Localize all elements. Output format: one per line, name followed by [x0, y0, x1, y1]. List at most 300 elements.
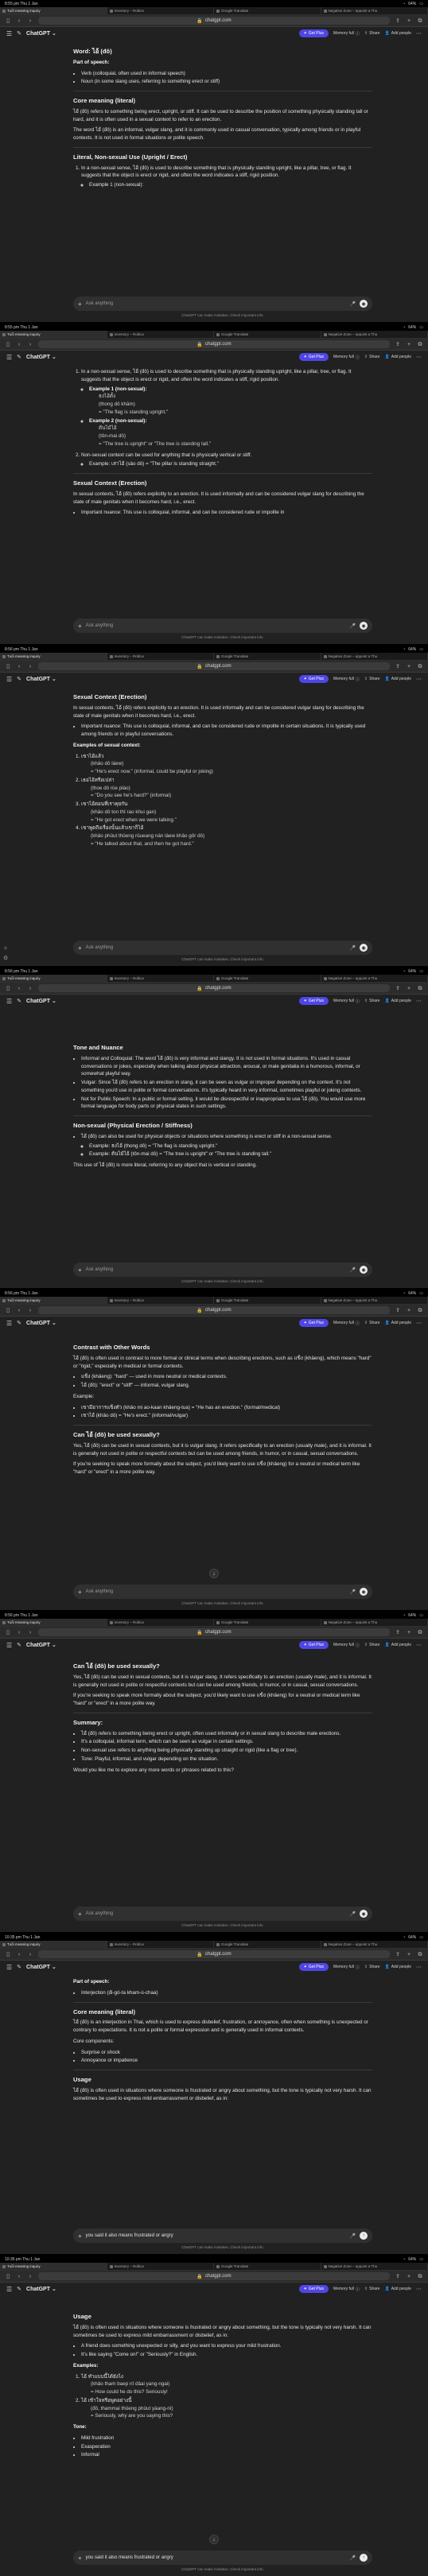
- person-add-icon: 👤: [384, 1965, 390, 1969]
- list-item: • เขาไอ้ (khǎo dô) = "He's erect." (informal/vulgar): [81, 1412, 372, 1420]
- tab-other[interactable]: Negative Zone – eppoint a Thu: [321, 1941, 428, 1948]
- model-selector[interactable]: ChatGPT ⌄: [26, 1321, 56, 1326]
- message-input[interactable]: you said it also means frustrated or angry: [85, 2555, 173, 2560]
- voice-mode-icon[interactable]: ◉: [360, 300, 368, 308]
- gear-icon[interactable]: ⚙: [3, 956, 9, 961]
- summary-list: [73, 1730, 372, 1763]
- wifi-icon: ◔: [403, 968, 406, 974]
- menu-icon[interactable]: ☰: [6, 997, 13, 1005]
- tab-favicon-icon: [324, 10, 327, 13]
- status-bar: [0, 1934, 428, 1941]
- upload-icon: ⇧: [364, 1321, 368, 1325]
- message-composer[interactable]: [73, 1263, 372, 1277]
- paragraph: This use of ไอ้ (đô) is more literal, referring to any object that is vertical or standing.: [73, 1162, 257, 1169]
- battery-level: 64%: [408, 2256, 417, 2262]
- add-people-button[interactable]: 👤 Add people: [384, 1643, 411, 1647]
- list-item: • ไอ้ (đô): "erect" or "stiff" — informal, vulgar slang.: [81, 1382, 372, 1390]
- memory-full-button[interactable]: Memory full ⓘ: [333, 999, 360, 1004]
- model-selector[interactable]: ChatGPT ⌄: [26, 31, 56, 37]
- back-icon[interactable]: ‹: [18, 985, 21, 991]
- share-button[interactable]: ⇧ Share: [364, 1643, 380, 1647]
- new-chat-icon[interactable]: ✎: [17, 999, 22, 1004]
- tab-favicon-icon: [2, 10, 6, 13]
- attach-plus-icon[interactable]: +: [78, 2232, 82, 2240]
- summary-heading: Summary:: [73, 1718, 103, 1726]
- paragraph: In sexual contexts, ไอ้ (đô) refers explicitly to an erection. It is used informally and can be considered vulgar slang for describing the state of male genitals when it becomes hard, i.e., erect.: [73, 491, 364, 505]
- sidebar-toggle-icon[interactable]: ▯: [6, 985, 10, 991]
- new-tab-icon[interactable]: +: [407, 1307, 411, 1313]
- tab-roblox[interactable]: Inventory – Roblox: [107, 331, 215, 338]
- share-icon[interactable]: ⇪: [395, 1951, 400, 1957]
- tab-roblox[interactable]: Inventory – Roblox: [107, 2263, 215, 2270]
- add-people-button[interactable]: 👤 Add people: [384, 1965, 411, 1969]
- share-icon[interactable]: ⇪: [395, 341, 400, 347]
- tab-translate[interactable]: Google Translate: [214, 1619, 321, 1626]
- tab-translate[interactable]: Google Translate: [214, 653, 321, 660]
- paragraph: In sexual contexts, ไอ้ (đô) refers explicitly to an erection. It is used informally and can be considered vulgar slang for describing the state of male genitals when it becomes hard, i.e., erect.: [73, 704, 364, 719]
- tab-bar: [0, 653, 428, 661]
- tab-translate[interactable]: Google Translate: [214, 1297, 321, 1304]
- tab-bar: [0, 1619, 428, 1627]
- tab-roblox[interactable]: Inventory – Roblox: [107, 1619, 215, 1626]
- pos-list: [73, 70, 372, 87]
- tabs-overview-icon[interactable]: ⧉: [418, 2273, 422, 2279]
- tab-translate[interactable]: Google Translate: [214, 2263, 321, 2270]
- tab-favicon-icon: [110, 655, 113, 658]
- address-bar[interactable]: 🔒 chatgpt.com: [38, 2272, 390, 2280]
- message-composer[interactable]: [73, 1907, 372, 1921]
- share-icon[interactable]: ⇪: [395, 17, 400, 24]
- info-icon: ⓘ: [355, 677, 360, 682]
- forward-icon[interactable]: ›: [29, 663, 32, 669]
- tab-chat[interactable]: Tuổi meaning inquiry: [0, 2263, 107, 2270]
- composer-area: [73, 619, 372, 639]
- sparkle-icon: ✦: [303, 1965, 307, 1969]
- more-options-icon[interactable]: ⋯: [416, 355, 422, 360]
- tab-favicon-icon: [216, 1943, 220, 1946]
- share-icon[interactable]: ⇪: [395, 985, 400, 991]
- memory-full-button[interactable]: Memory full ⓘ: [333, 355, 360, 360]
- tab-chat[interactable]: Tuổi meaning inquiry: [0, 653, 107, 660]
- memory-full-button[interactable]: Memory full ⓘ: [333, 1643, 360, 1648]
- examples-list: [73, 753, 372, 848]
- tab-favicon-icon: [216, 10, 220, 13]
- chat-message: [0, 1329, 428, 1476]
- sidebar-toggle-icon[interactable]: ▯: [6, 1951, 10, 1957]
- upload-icon: ⇧: [364, 999, 368, 1003]
- chat-header: [0, 1317, 428, 1329]
- core-heading: Core meaning (literal): [73, 97, 136, 105]
- chat-header: [0, 1639, 428, 1651]
- tabs-overview-icon[interactable]: ⧉: [418, 1629, 422, 1635]
- menu-icon[interactable]: ☰: [6, 675, 13, 683]
- menu-icon[interactable]: ☰: [6, 353, 13, 361]
- person-add-icon: 👤: [384, 999, 390, 1003]
- sidebar-toggle-icon[interactable]: ▯: [6, 663, 10, 669]
- mic-icon[interactable]: 🎤: [349, 1589, 356, 1595]
- upload-icon: ⇧: [364, 677, 368, 681]
- tabs-overview-icon[interactable]: ⧉: [418, 663, 422, 669]
- model-selector[interactable]: ChatGPT ⌄: [26, 1643, 56, 1648]
- share-icon[interactable]: ⇪: [395, 1307, 400, 1313]
- screenshot-4: [0, 966, 428, 1288]
- tab-bar: [0, 7, 428, 15]
- voice-mode-icon[interactable]: ◉: [360, 944, 368, 952]
- share-button[interactable]: ⇧ Share: [364, 999, 380, 1003]
- tab-favicon-icon: [110, 1943, 113, 1946]
- new-tab-icon[interactable]: +: [407, 2273, 411, 2279]
- share-button[interactable]: ⇧ Share: [364, 2287, 380, 2291]
- forward-icon[interactable]: ›: [29, 341, 32, 347]
- share-icon[interactable]: ⇪: [395, 663, 400, 669]
- tab-roblox[interactable]: Inventory – Roblox: [107, 1941, 215, 1948]
- lock-icon: 🔒: [196, 1630, 203, 1635]
- menu-icon[interactable]: ☰: [6, 1319, 13, 1327]
- forward-icon[interactable]: ›: [29, 2273, 32, 2279]
- forward-icon[interactable]: ›: [29, 1629, 32, 1635]
- more-options-icon[interactable]: ⋯: [416, 999, 422, 1004]
- person-add-icon: 👤: [384, 1321, 390, 1325]
- memory-full-button[interactable]: Memory full ⓘ: [333, 31, 360, 37]
- tab-favicon-icon: [2, 1299, 6, 1302]
- list-item: • Important nuance: This use is colloquial, informal, and can be considered rude or impolite in: [81, 509, 372, 517]
- attach-plus-icon[interactable]: +: [78, 300, 82, 308]
- mic-icon[interactable]: 🎤: [349, 2233, 356, 2239]
- menu-icon[interactable]: ☰: [6, 2285, 13, 2293]
- disclaimer: ChatGPT can make mistakes. Check important info.: [181, 2245, 264, 2249]
- sparkle-icon: ✦: [303, 1321, 307, 1325]
- model-selector[interactable]: ChatGPT ⌄: [26, 999, 56, 1004]
- tab-favicon-icon: [324, 1621, 327, 1624]
- tab-bar: [0, 975, 428, 983]
- memory-full-button[interactable]: Memory full ⓘ: [333, 1965, 360, 1970]
- examples-heading: Examples:: [73, 2362, 99, 2368]
- tab-translate[interactable]: Google Translate: [214, 975, 321, 982]
- mic-icon[interactable]: 🎤: [349, 1267, 356, 1273]
- message-input[interactable]: Ask anything: [85, 945, 114, 950]
- list-item: 2. เธอไอ้หรือเปล่า (thoe dô rǔe plào) = "Do you see he's hard?" (informal): [81, 777, 372, 800]
- sexual-heading: Sexual Context (Erection): [73, 479, 147, 487]
- literal-list: [73, 368, 372, 468]
- voice-mode-icon[interactable]: ◉: [360, 1266, 368, 1274]
- message-composer[interactable]: [73, 297, 372, 311]
- chat-header: [0, 673, 428, 685]
- person-add-icon: 👤: [384, 31, 390, 36]
- person-add-icon: 👤: [384, 1643, 390, 1647]
- list-item: 4. เขาพูดถึงเรื่องนั้นแล้วเขาก็ไอ้ (khǎo phûut thǔeng rûueang nán láew khǎo gôr dô) = "He talked about that, and then he got hard.": [81, 824, 372, 848]
- sidebar-toggle-icon[interactable]: ▯: [6, 17, 10, 24]
- tab-other[interactable]: Negative Zone – eppoint a Thu: [321, 2263, 428, 2270]
- attach-plus-icon[interactable]: +: [78, 622, 82, 630]
- literal-heading: Literal, Non-sexual Use (Upright / Erect): [73, 153, 188, 161]
- lock-icon: 🔒: [196, 1952, 203, 1957]
- message-input[interactable]: Ask anything: [85, 1911, 114, 1916]
- get-plus-button[interactable]: ✦ Get Plus: [299, 1319, 329, 1327]
- address-bar[interactable]: 🔒 chatgpt.com: [38, 1950, 390, 1958]
- voice-mode-icon[interactable]: ◉: [360, 1910, 368, 1918]
- address-bar[interactable]: 🔒 chatgpt.com: [38, 1306, 390, 1314]
- tab-translate[interactable]: Google Translate: [214, 1941, 321, 1948]
- tab-translate[interactable]: Google Translate: [214, 331, 321, 338]
- tab-chat[interactable]: Tuổi meaning inquiry: [0, 1619, 107, 1626]
- tab-roblox[interactable]: Inventory – Roblox: [107, 975, 215, 982]
- tab-bar: [0, 1941, 428, 1949]
- chat-message: [0, 1651, 428, 1774]
- get-plus-button[interactable]: ✦ Get Plus: [299, 1963, 329, 1971]
- sidebar-toggle-icon[interactable]: ▯: [6, 1307, 10, 1313]
- tab-favicon-icon: [2, 333, 6, 336]
- get-plus-button[interactable]: ✦ Get Plus: [299, 353, 329, 361]
- new-chat-icon[interactable]: ✎: [17, 1321, 22, 1326]
- chat-header: [0, 351, 428, 363]
- share-button[interactable]: ⇧ Share: [364, 1965, 380, 1969]
- mic-icon[interactable]: 🎤: [349, 623, 356, 629]
- tab-other[interactable]: Negative Zone – eppoint a Thu: [321, 7, 428, 14]
- tab-favicon-icon: [324, 2265, 327, 2268]
- message-input[interactable]: you said it also means frustrated or angry: [85, 2233, 173, 2238]
- sparkle-icon: ✦: [303, 355, 307, 359]
- back-icon[interactable]: ‹: [18, 1307, 21, 1313]
- new-tab-icon[interactable]: +: [407, 663, 411, 669]
- menu-icon[interactable]: ☰: [6, 1641, 13, 1649]
- add-people-button[interactable]: 👤 Add people: [384, 355, 411, 359]
- more-options-icon[interactable]: ⋯: [416, 677, 422, 682]
- mic-icon[interactable]: 🎤: [349, 1911, 356, 1917]
- address-bar[interactable]: 🔒 chatgpt.com: [38, 1628, 390, 1636]
- pos-heading: Part of speech:: [73, 59, 110, 65]
- composer-area: [73, 1907, 372, 1927]
- model-selector[interactable]: ChatGPT ⌄: [26, 355, 56, 360]
- more-options-icon[interactable]: ⋯: [416, 2287, 422, 2292]
- lock-icon: 🔒: [196, 664, 203, 669]
- tabs-overview-icon[interactable]: ⧉: [418, 1307, 422, 1313]
- tab-favicon-icon: [110, 1621, 113, 1624]
- new-tab-icon[interactable]: +: [407, 1951, 411, 1957]
- list-item: • It's a colloquial, informal term, which can be seen as vulgar in certain settings.: [81, 1738, 372, 1746]
- send-icon[interactable]: ↑: [360, 2232, 368, 2240]
- message-input[interactable]: Ask anything: [85, 301, 114, 306]
- wifi-icon: ◔: [403, 1934, 406, 1940]
- back-icon[interactable]: ‹: [18, 17, 21, 24]
- divider: [73, 1425, 372, 1426]
- back-icon[interactable]: ‹: [18, 663, 21, 669]
- address-bar[interactable]: 🔒 chatgpt.com: [38, 984, 390, 992]
- tab-favicon-icon: [110, 1299, 113, 1302]
- attach-plus-icon[interactable]: +: [78, 944, 82, 952]
- battery-icon: ▭: [419, 324, 423, 330]
- tab-chat[interactable]: Tuổi meaning inquiry: [0, 7, 107, 14]
- lock-icon: 🔒: [196, 986, 203, 991]
- get-plus-button[interactable]: ✦ Get Plus: [299, 1641, 329, 1649]
- message-composer[interactable]: [73, 1585, 372, 1599]
- new-chat-icon[interactable]: ✎: [17, 355, 22, 360]
- more-options-icon[interactable]: ⋯: [416, 1643, 422, 1648]
- message-composer[interactable]: [73, 619, 372, 633]
- memory-full-button[interactable]: Memory full ⓘ: [333, 1321, 360, 1326]
- tabs-overview-icon[interactable]: ⧉: [418, 985, 422, 991]
- message-input[interactable]: Ask anything: [85, 1267, 114, 1272]
- tab-chat[interactable]: Tuổi meaning inquiry: [0, 975, 107, 982]
- attach-plus-icon[interactable]: +: [78, 2554, 82, 2562]
- new-chat-icon[interactable]: ✎: [17, 677, 22, 682]
- menu-icon[interactable]: ☰: [6, 29, 13, 37]
- list-item: • Noun (in some slang uses, referring to something erect or stiff): [81, 78, 372, 86]
- browser-toolbar: [0, 1627, 428, 1639]
- tabs-overview-icon[interactable]: ⧉: [418, 341, 422, 347]
- new-tab-icon[interactable]: +: [407, 1629, 411, 1635]
- forward-icon[interactable]: ›: [29, 1307, 32, 1313]
- add-people-button[interactable]: 👤 Add people: [384, 2287, 411, 2291]
- voice-mode-icon[interactable]: ◉: [360, 1588, 368, 1596]
- chat-header: [0, 1961, 428, 1973]
- model-selector[interactable]: ChatGPT ⌄: [26, 2287, 56, 2292]
- tab-favicon-icon: [2, 977, 6, 980]
- back-icon[interactable]: ‹: [18, 1951, 21, 1957]
- get-plus-button[interactable]: ✦ Get Plus: [299, 997, 329, 1005]
- divider: [73, 2002, 372, 2003]
- paragraph: ไอ้ (đô) is often used in situations where someone is frustrated or angry about something, but the tone is typically not very harsh. It can sometimes be used to express mild embarrassment or disbelief, as in:: [73, 2087, 372, 2101]
- new-chat-icon[interactable]: ✎: [17, 1965, 22, 1970]
- list-item: • ไอ้ (đô) refers to something being erect or upright, often used informally or in sexual slang to describe male erections.: [81, 1730, 372, 1738]
- back-icon[interactable]: ‹: [18, 2273, 21, 2279]
- tab-favicon-icon: [216, 1299, 220, 1302]
- tab-translate[interactable]: Google Translate: [214, 7, 321, 14]
- tabs-overview-icon[interactable]: ⧉: [418, 1951, 422, 1957]
- add-people-button[interactable]: 👤 Add people: [384, 999, 411, 1003]
- attach-plus-icon[interactable]: +: [78, 1910, 82, 1918]
- example-label: Example:: [73, 1393, 95, 1399]
- upload-icon: ⇧: [364, 31, 368, 36]
- voice-mode-icon[interactable]: ◉: [360, 622, 368, 630]
- back-icon[interactable]: ‹: [18, 341, 21, 347]
- send-icon[interactable]: ↑: [360, 2554, 368, 2562]
- forward-icon[interactable]: ›: [29, 1951, 32, 1957]
- tab-roblox[interactable]: Inventory – Roblox: [107, 7, 215, 14]
- back-icon[interactable]: ‹: [18, 1629, 21, 1635]
- physical-heading: Non-sexual (Physical Erection / Stiffness): [73, 1122, 193, 1130]
- list-item: • เขามีอาการแข็งตัว (khǎo mi ao-kaan khǎeng-tua) = "He has an erection." (formal/medical): [81, 1404, 372, 1412]
- get-plus-button[interactable]: ✦ Get Plus: [299, 675, 329, 683]
- menu-icon[interactable]: ☰: [6, 1963, 13, 1971]
- info-icon: ⓘ: [355, 31, 360, 37]
- tab-chat[interactable]: Tuổi meaning inquiry: [0, 1941, 107, 1948]
- examples-list: [73, 2373, 372, 2421]
- sidebar-toggle-icon[interactable]: ▯: [6, 2273, 10, 2279]
- message-composer[interactable]: [73, 941, 372, 955]
- sidebar-toggle-icon[interactable]: ▯: [6, 341, 10, 347]
- more-options-icon[interactable]: ⋯: [416, 1965, 422, 1970]
- list-item: • Exasperation: [81, 2443, 372, 2451]
- share-button[interactable]: ⇧ Share: [364, 355, 380, 359]
- address-bar[interactable]: 🔒 chatgpt.com: [38, 662, 390, 670]
- add-people-button[interactable]: 👤 Add people: [384, 1321, 411, 1325]
- scroll-down-button[interactable]: ↓: [209, 1569, 219, 1578]
- tab-other[interactable]: Negative Zone – eppoint a Thu: [321, 975, 428, 982]
- left-rail: [3, 945, 8, 961]
- status-bar: [0, 1612, 428, 1619]
- browser-toolbar: [0, 1949, 428, 1961]
- browser-toolbar: [0, 1305, 428, 1317]
- address-bar[interactable]: 🔒 chatgpt.com: [38, 17, 390, 25]
- get-plus-button[interactable]: ✦ Get Plus: [299, 2285, 329, 2293]
- tab-other[interactable]: Negative Zone – eppoint a Thu: [321, 331, 428, 338]
- list-item: ◦ Example: เสาไอ้ (sǎo dô) = "The pillar is standing straight.": [89, 460, 372, 468]
- new-tab-icon[interactable]: +: [407, 985, 411, 991]
- mic-icon[interactable]: 🎤: [349, 945, 356, 951]
- share-button[interactable]: ⇧ Share: [364, 677, 380, 681]
- add-people-button[interactable]: 👤 Add people: [384, 677, 411, 681]
- share-button[interactable]: ⇧ Share: [364, 1321, 380, 1325]
- list-item: ◦ Example: ธงไอ้ (thong dô) = "The flag is standing upright.": [89, 1143, 372, 1150]
- mic-icon[interactable]: 🎤: [349, 2555, 356, 2561]
- mic-icon[interactable]: 🎤: [349, 301, 356, 307]
- list-item: • Non-sexual use refers to anything being physically standing up straight or rigid (like a flag or tree).: [81, 1747, 372, 1755]
- memory-full-button[interactable]: Memory full ⓘ: [333, 2287, 360, 2292]
- message-composer[interactable]: [73, 2551, 372, 2565]
- attach-plus-icon[interactable]: +: [78, 1266, 82, 1274]
- scroll-down-button[interactable]: ↓: [209, 2535, 219, 2544]
- tab-other[interactable]: Negative Zone – eppoint a Thu: [321, 653, 428, 660]
- new-chat-icon[interactable]: ✎: [17, 1643, 22, 1648]
- examples-heading: Examples of sexual context:: [73, 742, 141, 748]
- battery-level: 64%: [408, 646, 417, 652]
- sidebar-toggle-icon[interactable]: ▯: [6, 1629, 10, 1635]
- new-chat-icon[interactable]: ✎: [17, 31, 22, 37]
- share-icon[interactable]: ⇪: [395, 2273, 400, 2279]
- get-plus-button[interactable]: ✦ Get Plus: [299, 29, 329, 37]
- share-button[interactable]: ⇧ Share: [364, 31, 380, 36]
- tab-chat[interactable]: Tuổi meaning inquiry: [0, 1297, 107, 1304]
- message-composer[interactable]: [73, 2229, 372, 2243]
- tab-chat[interactable]: Tuổi meaning inquiry: [0, 331, 107, 338]
- add-people-button[interactable]: 👤 Add people: [384, 31, 411, 36]
- attach-plus-icon[interactable]: +: [78, 1588, 82, 1596]
- new-chat-icon[interactable]: ✎: [17, 2287, 22, 2292]
- list-item: ◦ Example 2 (non-sexual): ต้นไม้ไอ้ (tôn-mai dô) = "The tree is upright" or "The tree is standing tall.": [89, 417, 372, 448]
- model-selector[interactable]: ChatGPT ⌄: [26, 1965, 56, 1970]
- new-tab-icon[interactable]: +: [407, 17, 411, 24]
- status-time: 8:56 pm Thu 1 Jan: [5, 968, 38, 974]
- composer-area: [73, 1263, 372, 1283]
- battery-icon: ▭: [419, 968, 423, 974]
- tab-other[interactable]: Negative Zone – eppoint a Thu: [321, 1297, 428, 1304]
- forward-icon[interactable]: ›: [29, 985, 32, 991]
- tab-roblox[interactable]: Inventory – Roblox: [107, 653, 215, 660]
- paragraph: The word ไอ้ (đô) is an informal, vulgar slang, and it is commonly used in casual conversation, typically among friends or in playful contexts. It is not used in formal situations or polite speech.: [73, 127, 361, 142]
- tab-roblox[interactable]: Inventory – Roblox: [107, 1297, 215, 1304]
- tabs-overview-icon[interactable]: ⧉: [418, 17, 422, 24]
- tab-other[interactable]: Negative Zone – eppoint a Thu: [321, 1619, 428, 1626]
- person-add-icon: 👤: [384, 355, 390, 359]
- tab-favicon-icon: [110, 333, 113, 336]
- share-icon[interactable]: ⇪: [395, 1629, 400, 1635]
- more-options-icon[interactable]: ⋯: [416, 1321, 422, 1326]
- more-options-icon[interactable]: ⋯: [416, 31, 422, 37]
- upload-icon: ⇧: [364, 1965, 368, 1969]
- message-input[interactable]: Ask anything: [85, 1589, 114, 1594]
- question-heading: Can ไอ้ (đô) be used sexually?: [73, 1431, 160, 1439]
- info-icon: ⓘ: [355, 1643, 360, 1648]
- address-bar[interactable]: 🔒 chatgpt.com: [38, 340, 390, 348]
- upload-icon: ⇧: [364, 355, 368, 359]
- new-tab-icon[interactable]: +: [407, 341, 411, 347]
- model-selector[interactable]: ChatGPT ⌄: [26, 677, 56, 682]
- message-input[interactable]: Ask anything: [85, 623, 114, 628]
- forward-icon[interactable]: ›: [29, 17, 32, 24]
- sparkle-icon[interactable]: ✧: [3, 946, 8, 952]
- divider: [73, 147, 372, 148]
- memory-full-button[interactable]: Memory full ⓘ: [333, 677, 360, 682]
